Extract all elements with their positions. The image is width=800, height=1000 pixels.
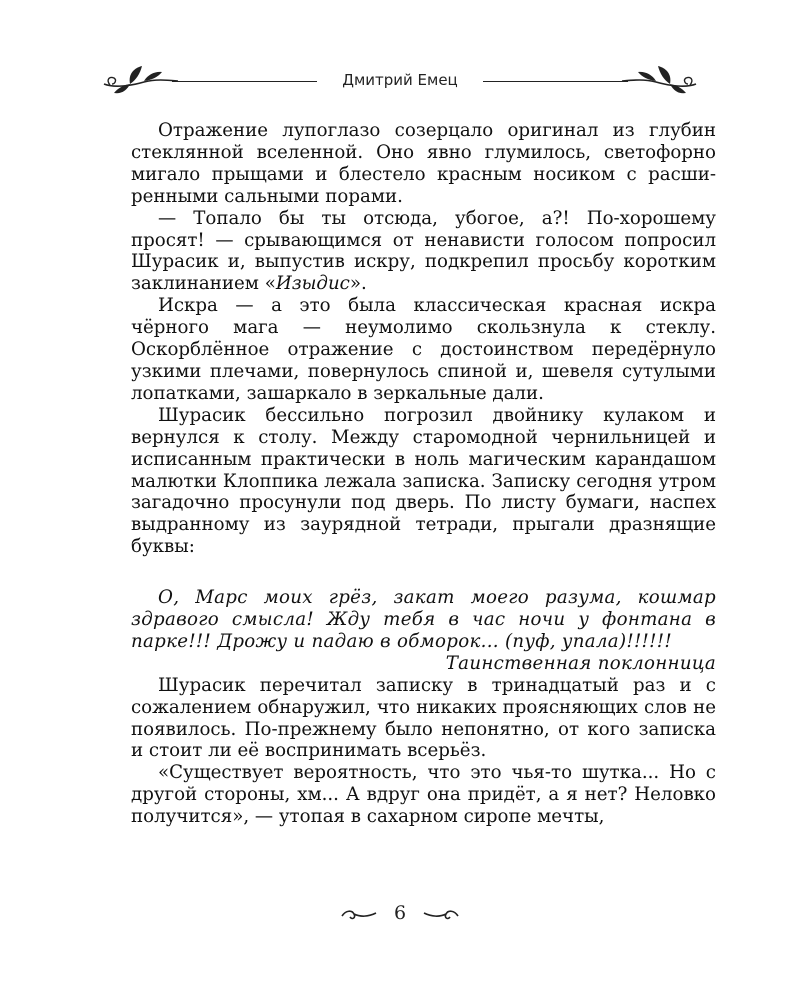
swirl-ornament-right-icon [422, 904, 460, 924]
swirl-ornament-left-icon [340, 904, 378, 924]
leaf-ornament-left-icon [100, 58, 180, 98]
paragraph-text: ». [349, 273, 367, 295]
header-rule-left [172, 81, 317, 82]
paragraph: Отражение лупоглазо созерцало оригинал из глубин стеклянной вселенной. Оно явно глумилось, светофорно мигало прыщами и блестело красным носиком с расширенными сальными порами. [131, 120, 716, 207]
page-footer [340, 900, 460, 930]
paragraph [131, 208, 716, 296]
note-signature: Таинственная поклонница [445, 652, 716, 674]
paragraph-text: — Топало бы ты отсюда, убогое, а?! По-хорошему просят! — срывающимся от ненависти голосом попросил Шурасик и, выпустив искру, подкрепил просьбу коротким заклинанием « [131, 207, 716, 295]
paragraph: Шурасик перечитал записку в тринадцатый раз и с сожалением обнаружил, что никаких проясняющих слов не появилось. По-прежнему было непонятно, от кого записка и стоит ли её воспринимать всерьёз. [131, 674, 716, 762]
note-text: О, Марс моих грёз, закат моего разума, кошмар здравого смысла! Жду тебя в час ночи у фонтана в парке!!! Дрожу и падаю в обморок... (пуф, упала)!!!!!! [131, 587, 716, 652]
leaf-ornament-right-icon [620, 58, 700, 98]
spell-name: Изыдис [275, 273, 350, 295]
page-number: 6 [393, 902, 407, 924]
running-header [100, 58, 700, 98]
paragraph: «Существует вероятность, что это чья-то шутка... Но с другой стороны, хм... А вдруг она придёт, а я нет? Неловко получится», — утопая в сахарном сиропе мечты, [131, 762, 716, 828]
paragraph: Искра — а это была классическая красная искра чёрного мага — неумолимо скользнула к стеклу. Оскорблённое отражение с достоинством передёрнуло узкими плечами, повернулось спиной и, шевеля сутулыми лопатками, зашаркало в зеркальные дали. [131, 295, 716, 404]
header-rule-right [483, 81, 628, 82]
page-body [131, 120, 716, 828]
note-quote [131, 587, 716, 675]
paragraph: Шурасик бессильно погрозил двойнику кулаком и вернулся к столу. Между старомодной чернильницей и исписанным практически в ноль магическим карандашом малютки Клоппика лежала записка. Записку сегодня утром загадочно просунули под дверь. По листу бумаги, наспех выдранному из заурядной тетради, прыгали дразнящие буквы: [131, 404, 716, 558]
author-name: Дмитрий Емец [342, 71, 458, 89]
